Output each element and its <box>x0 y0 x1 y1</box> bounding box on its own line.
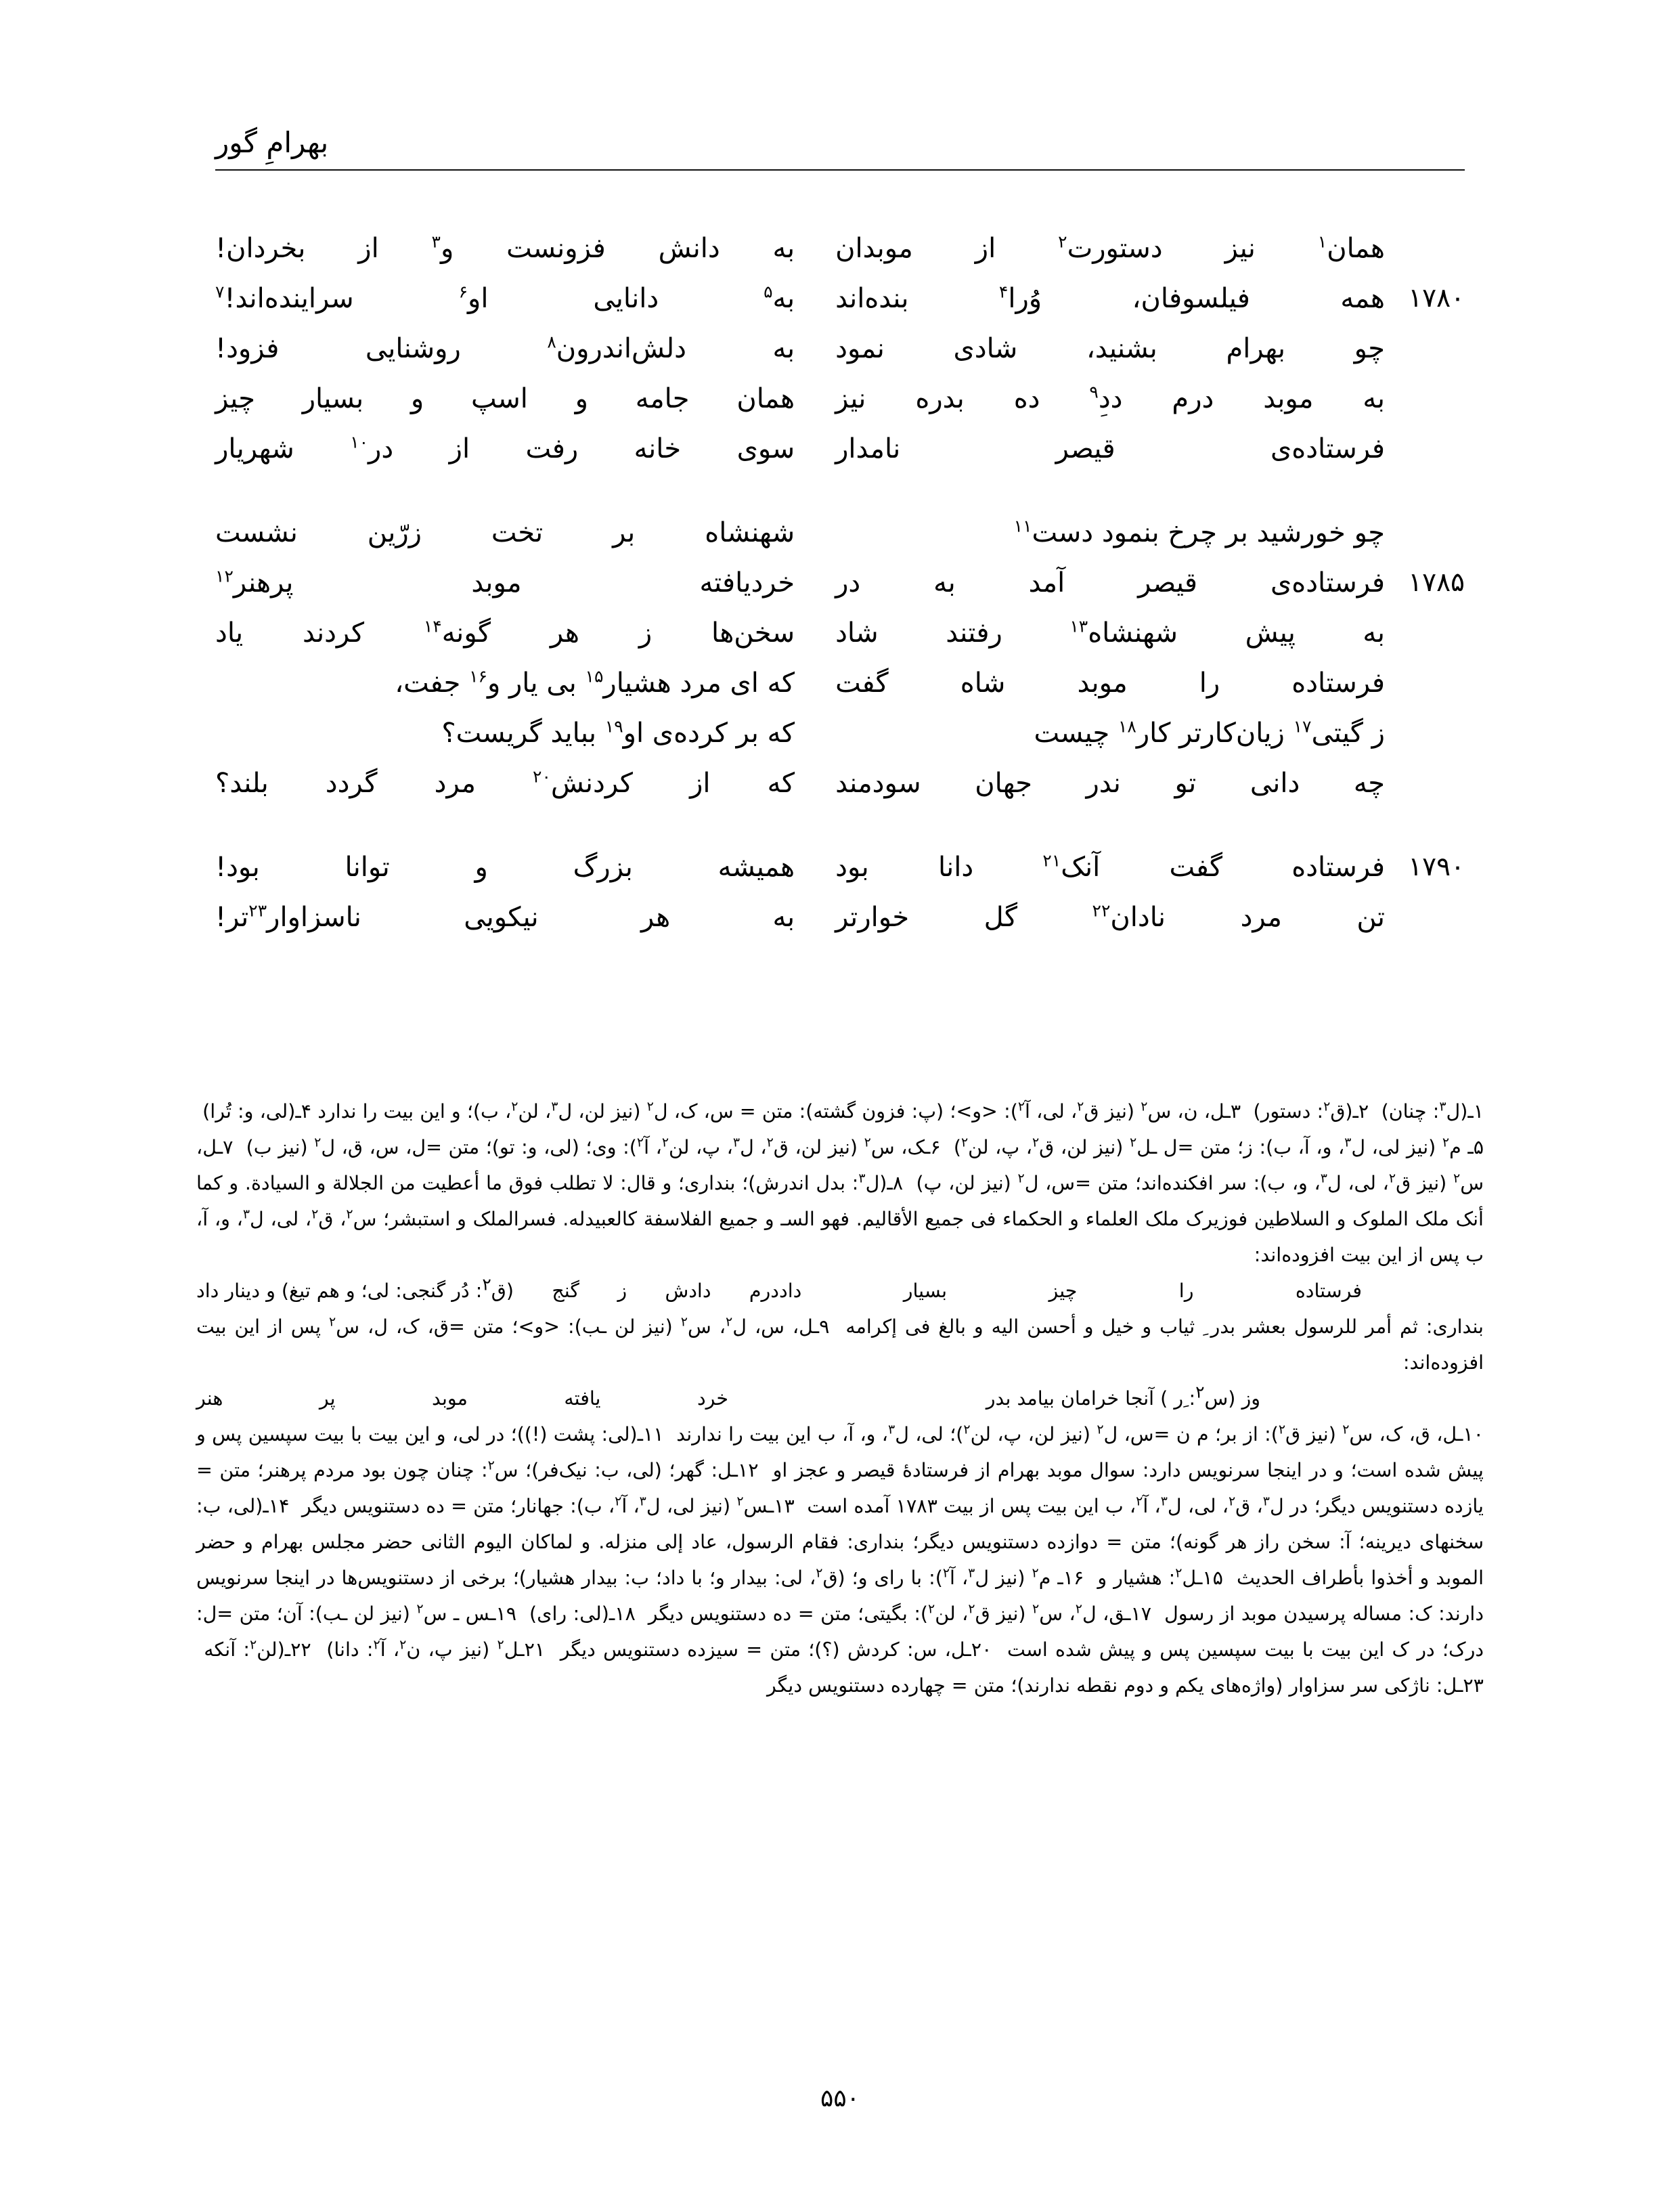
inset-verse-word: ز <box>617 1280 627 1302</box>
hemistich-left <box>215 842 815 892</box>
hemistich-left-text <box>215 223 815 274</box>
verse-word: پیش <box>1245 617 1296 649</box>
hemistich-left <box>215 508 815 558</box>
verse-word: دستورت$^۲$ <box>1058 232 1163 264</box>
hemistich-left-text <box>215 842 815 892</box>
verse-word: مرد <box>434 768 476 799</box>
verse-word: ناسزاوار$^{۲۳}$تر! <box>215 900 361 933</box>
inset-verse-word: درم <box>749 1280 779 1302</box>
verse-word: از <box>690 768 711 799</box>
hemistich-right <box>815 658 1465 708</box>
verse-word: گفت <box>1169 852 1223 883</box>
verse-word: نیکویی <box>464 902 539 933</box>
verse-number: ۱۷۸۰ <box>1408 283 1465 313</box>
verse-word: ندر <box>1086 768 1121 799</box>
verse-word: اسپ <box>470 383 528 414</box>
hemistich-left <box>215 274 815 324</box>
verse-number <box>1385 708 1465 758</box>
verse-word: روشنایی <box>365 333 461 364</box>
verse-word: نادان$^{۲۲}$ <box>1092 900 1166 933</box>
verse-word: نشست <box>215 517 298 548</box>
hemistich-right <box>815 424 1465 474</box>
verse-word: موبد <box>1263 383 1314 414</box>
verse-word: بدره <box>915 383 965 414</box>
verse-word: موبد <box>471 567 522 598</box>
inset-hemistich-left <box>196 1273 779 1309</box>
verse-word: شاد <box>835 617 879 649</box>
verse-word: خانه <box>634 433 682 464</box>
hemistich-left-text <box>215 608 815 658</box>
inset-hemistich-right <box>728 1380 1260 1416</box>
verse-line <box>215 324 1465 374</box>
verse-word: توانا <box>345 852 390 883</box>
hemistich-right-text <box>815 508 1385 558</box>
verse-word: چو خورشید بر چرخ بنمود دست$^{۱۱}$ <box>1013 516 1385 548</box>
verse-block <box>215 223 1465 942</box>
verse-word: که بر کرده‌ی او$^{۱۹}$ بباید گریست؟ <box>441 716 795 749</box>
hemistich-left <box>215 758 815 808</box>
verse-word: بر <box>613 517 636 548</box>
verse-word: بخردان! <box>215 233 306 264</box>
verse-word: شهنشاه <box>705 517 795 548</box>
hemistich-right <box>815 608 1465 658</box>
verse-word: یاد <box>215 617 244 649</box>
apparatus-paragraph: ۱۰ـل، ق، ک، س$^۲$ (نیز ق$^۲$): از بر؛ م ن =س، ل$^۲$ (نیز لن، پ، لن$^۲$)؛ لی، ل$^۳$، و، آ، ب این بیت را ندارند ۱۱ـ(لی: پشت (!))؛ در لی، و این بیت با بیت سپسین پس و پیش شده است؛ و در اینجا سرنویس دارد: سوال موبد بهرام از فرستادهٔ قیصر و عجز او ۱۲ـل: گهر؛ (لی، ب: نیک‌فر)؛ س$^۲$: چنان چون بود مردم پرهنر؛ متن = یازده دستنویس دیگر؛ در ل$^۳$، ق$^۲$، لی، ل$^۳$، آ$^۲$، ب این بیت پس از بیت ۱۷۸۳ آمده است ۱۳ـس$^۲$ (نیز لی، ل$^۳$، آ$^۲$، ب): جهانار؛ متن = ده دستنویس دیگر ۱۴ـ(لی، ب: سخنهای دیرینه؛ آ: سخن راز هر گونه)؛ متن = دوازده دستنویس دیگر؛ بنداری: فقام الرسول، عاد إلی منزله. و لماکان الیوم الثانی حضر مجلس بهرام و حضر الموبد و أخذوا بأطراف الحدیث ۱۵ـل$^۲$: هشیار و ۱۶ـ م$^۲$ (نیز ل$^۳$، آ$^۲$): با رای و؛ (ق$^۲$، لی: بیدار و؛ با داد؛ ب: بیدار هشیار)؛ برخی از دستنویس‌ها در اینجا سرنویس دارند: ک: مساله پرسیدن موبد از رسول ۱۷ـق، ل$^۲$، س$^۲$ (نیز ق$^۲$، لن$^۲$): بگیتی؛ متن = ده دستنویس دیگر ۱۸ـ(لی: رای) ۱۹ـس ـ س$^۲$ (نیز لن ـب): آن؛ متن =ل: درک؛ در ک این بیت با بیت سپسین پس و پیش شده است ۲۰ـل، س: کردش (؟)؛ متن = سیزده دستنویس دیگر ۲۱ـل$^۲$ (نیز پ، ن$^۲$، آ$^۲$: دانا) ۲۲ـ(لن$^۲$: آنکه ۲۳ـل: ناژکی سر سزاوار (واژه‌های یکم و دوم نقطه ندارند)؛ متن = چهارده دستنویس دیگر <box>196 1422 1484 1697</box>
hemistich-left-text <box>215 558 815 608</box>
verse-word: دلش‌اندرون$^۸$ <box>547 332 686 364</box>
verse-word: درم <box>1172 383 1214 414</box>
verse-word: در$^{۱۰}$ <box>350 432 394 464</box>
verse-line <box>215 658 1465 708</box>
verse-word: به <box>772 233 795 264</box>
verse-word: سودمند <box>835 768 921 799</box>
verse-word: گل <box>983 902 1018 933</box>
verse-line <box>215 842 1465 892</box>
verse-word: همان <box>736 383 795 414</box>
verse-word: بزرگ <box>573 852 633 883</box>
hemistich-left-text <box>215 758 815 808</box>
inset-verse-word: گنج <box>552 1280 579 1302</box>
hemistich-left <box>215 558 815 608</box>
verse-number <box>1385 658 1465 708</box>
verse-word: موبد <box>1077 668 1128 699</box>
verse-word: جامه <box>635 383 690 414</box>
verse-word: نمود <box>835 333 885 364</box>
hemistich-left <box>215 658 815 708</box>
verse-word: کردنش$^{۲۰}$ <box>533 766 633 799</box>
verse-word: پرهنر$^{۱۲}$ <box>215 566 294 598</box>
verse-word: گونه$^{۱۴}$ <box>423 616 491 649</box>
verse-word: ده <box>1013 383 1040 414</box>
verse-word: زرّین <box>367 517 422 548</box>
hemistich-right <box>815 708 1465 758</box>
folio-number: ۵۵۰ <box>820 2085 860 2112</box>
verse-word: همان$^۱$ <box>1317 232 1385 264</box>
verse-word: دانا <box>937 852 974 883</box>
apparatus-paragraph: بنداری: ثم أمر للرسول بعشر بدر ِ ثیاب و خیل و أحسن الیه و بالغ فی إکرامه ۹ـل، س، ل$^۲$، س$^۲$ (نیز لن ـب): <و>؛ متن =ق، ک، ل، س$^۲$ پس از این بیت افزوده‌اند: <box>196 1314 1484 1374</box>
verse-word: که <box>767 768 795 799</box>
hemistich-right-text <box>815 558 1385 608</box>
inset-verse-word: بسیار <box>903 1280 948 1302</box>
inset-verse-word: یافته <box>564 1387 601 1410</box>
stanza <box>215 223 1465 474</box>
verse-word: رفت <box>525 433 579 464</box>
verse-line <box>215 708 1465 758</box>
verse-word: شهریار <box>215 433 294 464</box>
verse-word: و <box>410 383 424 414</box>
verse-word: تو <box>1174 768 1197 799</box>
verse-word: تخت <box>491 517 544 548</box>
verse-word: بود! <box>215 852 260 883</box>
verse-word: که ای مرد هشیار$^{۱۵}$ بی یار و$^{۱۶}$ جفت، <box>395 666 795 699</box>
hemistich-left-text <box>215 708 815 758</box>
verse-word: بهرام <box>1226 333 1285 364</box>
verse-word: فزونست <box>506 233 606 264</box>
inset-verse-word: دادش <box>665 1280 711 1302</box>
verse-word: همه <box>1340 283 1385 314</box>
verse-line <box>215 758 1465 808</box>
inset-verse-word: هنر <box>196 1387 223 1410</box>
hemistich-right-text <box>815 324 1385 374</box>
apparatus-inset-verse <box>196 1380 1484 1416</box>
verse-word: بشنید، <box>1086 333 1157 364</box>
verse-word: گفت <box>835 668 889 699</box>
hemistich-right <box>815 508 1465 558</box>
verse-word: فرستاده <box>1291 852 1385 883</box>
verse-line <box>215 608 1465 658</box>
verse-line <box>215 374 1465 424</box>
verse-word: قیصر <box>1138 567 1198 598</box>
verse-word: فرستاده‌ی <box>1270 567 1385 598</box>
verse-line <box>215 558 1465 608</box>
hemistich-left-text <box>215 508 815 558</box>
verse-word: سوی <box>736 433 795 464</box>
hemistich-left <box>215 708 815 758</box>
hemistich-right-text <box>815 892 1385 942</box>
verse-word: از <box>449 433 470 464</box>
verse-number <box>1385 324 1465 374</box>
hemistich-right-text <box>815 424 1385 474</box>
inset-verse-word: (ق$^۲$: دُر گنجی: لی؛ و هم تیغ) و دینار داد <box>196 1274 514 1302</box>
verse-word: از <box>358 233 379 264</box>
verse-word: شاه <box>960 668 1006 699</box>
verse-word: به <box>772 902 795 933</box>
hemistich-right <box>815 324 1465 374</box>
verse-word: تن <box>1356 902 1385 933</box>
verse-word: سخن‌ها <box>711 617 795 649</box>
verse-word: نیز <box>1224 233 1256 264</box>
verse-word: دانش <box>658 233 720 264</box>
verse-word: فرستاده <box>1291 668 1385 699</box>
hemistich-right <box>815 223 1465 274</box>
verse-word: به <box>1363 617 1385 649</box>
hemistich-right-text <box>815 842 1385 892</box>
inset-hemistich-left <box>196 1380 728 1416</box>
hemistich-right-text <box>815 758 1385 808</box>
verse-word: از <box>975 233 996 264</box>
inset-verse-word: خرد <box>697 1387 728 1410</box>
verse-number <box>1385 608 1465 658</box>
verse-number <box>1385 223 1465 274</box>
verse-line <box>215 223 1465 274</box>
verse-word: آمد <box>1028 567 1065 598</box>
verse-word: هر <box>550 617 580 649</box>
verse-word: کردند <box>302 617 365 649</box>
verse-line <box>215 508 1465 558</box>
verse-word: هر <box>641 902 671 933</box>
hemistich-right-text <box>815 374 1385 431</box>
hemistich-left <box>215 424 815 474</box>
inset-verse-word: داد <box>779 1280 802 1302</box>
verse-word: خردیافته <box>699 567 795 598</box>
hemistich-left-text <box>215 892 815 942</box>
running-head <box>215 126 1465 171</box>
verse-word: چو <box>1354 333 1385 364</box>
verse-word: چیز <box>215 383 255 414</box>
stanza <box>215 842 1465 942</box>
hemistich-right <box>815 892 1465 942</box>
verse-word: رفتند <box>946 617 1002 649</box>
verse-word: بسیار <box>302 383 364 414</box>
inset-verse-word: پر <box>319 1387 336 1410</box>
verse-word: مرد <box>1240 902 1282 933</box>
verse-word: دد$^۹$ <box>1089 382 1123 414</box>
verse-word: جهان <box>975 768 1032 799</box>
hemistich-right-text <box>815 223 1385 274</box>
running-head-row <box>215 126 1465 161</box>
inset-verse-word: را <box>1178 1280 1194 1302</box>
verse-word: سراینده‌اند!$^۷$ <box>215 282 354 314</box>
verse-word: بنده‌اند <box>835 283 909 314</box>
verse-number <box>1385 424 1465 474</box>
verse-word: ز <box>638 617 653 649</box>
hemistich-right <box>815 758 1465 808</box>
apparatus-inset-verse <box>196 1273 1484 1309</box>
hemistich-left-text <box>215 274 815 324</box>
inset-verse-word: فرستاده <box>1295 1280 1362 1302</box>
verse-word: به <box>1363 383 1385 414</box>
verse-word: و <box>474 852 488 883</box>
verse-word: دانی <box>1250 768 1300 799</box>
hemistich-right-text <box>815 274 1385 324</box>
hemistich-right <box>815 374 1465 431</box>
header-rule <box>215 169 1465 171</box>
verse-word: دانایی <box>593 283 659 314</box>
hemistich-left <box>215 223 815 274</box>
verse-word: شهنشاه$^{۱۳}$ <box>1069 616 1178 649</box>
verse-word: فزود! <box>215 333 280 364</box>
verse-word: چه <box>1353 768 1385 799</box>
verse-word: و <box>575 383 588 414</box>
verse-word: وُرا$^۴$ <box>998 282 1042 314</box>
stanza <box>215 508 1465 808</box>
hemistich-left <box>215 324 815 374</box>
critical-apparatus <box>196 1093 1484 1703</box>
verse-word: گردد <box>325 768 378 799</box>
hemistich-left-text <box>215 374 815 424</box>
verse-word: قیصر <box>1055 433 1115 464</box>
verse-word: نیز <box>835 383 866 414</box>
hemistich-left-text <box>215 658 815 708</box>
hemistich-right <box>815 842 1465 892</box>
verse-word: شادی <box>953 333 1018 364</box>
verse-word: فیلسوفان، <box>1132 283 1250 314</box>
hemistich-left-text <box>215 324 815 374</box>
hemistich-right-text <box>815 658 1385 708</box>
inset-verse-word: چیز <box>1048 1280 1078 1302</box>
verse-word: به <box>772 333 795 364</box>
inset-hemistich-right <box>779 1273 1362 1309</box>
verse-number <box>1385 892 1465 942</box>
verse-word: به$^۵$ <box>764 282 795 314</box>
verse-word: فرستاده‌ی <box>1270 433 1385 464</box>
verse-word: و$^۳$ <box>431 232 454 264</box>
verse-word: خوارتر <box>835 902 910 933</box>
verse-number: ۱۷۸۵ <box>1408 567 1465 598</box>
hemistich-left <box>215 892 815 942</box>
verse-number <box>1385 508 1465 558</box>
verse-word: به <box>933 567 956 598</box>
verse-number <box>1385 758 1465 808</box>
hemistich-left <box>215 608 815 658</box>
inset-verse-word: موبد <box>432 1387 468 1410</box>
hemistich-right-text <box>815 708 1385 758</box>
verse-line <box>215 424 1465 474</box>
verse-word: نامدار <box>835 433 901 464</box>
verse-word: را <box>1199 668 1220 699</box>
verse-line <box>215 274 1465 324</box>
verse-word: آنک$^{۲۱}$ <box>1042 850 1101 883</box>
verse-word: موبدان <box>835 233 913 264</box>
verse-line <box>215 892 1465 942</box>
apparatus-paragraph: ۱ـ(ل$^۳$: چنان) ۲ـ(ق$^۲$: دستور) ۳ـل، ن، س$^۲$ (نیز ق$^۲$، لی، آ$^۲$): <و>؛ (پ: فزون گشته): متن = س، ک، ل$^۲$ (نیز لن، ل$^۳$، لن$^۲$، ب)؛ و این بیت را ندارد ۴ـ(لی، و: تُرا) ۵ـ م$^۲$ (نیز لی، ل$^۳$، و، آ، ب): ز؛ متن =ل ـل$^۲$ (نیز لن، ق$^۲$، پ، لن$^۲$) ۶ـک، س$^۲$ (نیز لن، ق$^۲$، ل$^۳$، پ، لن$^۲$، آ$^۲$): وی؛ (لی، و: تو)؛ متن =ل، س، ق، ل$^۲$ (نیز ب) ۷ـل، س$^۲$ (نیز ق$^۲$، لی، ل$^۳$، و، ب): سر افکنده‌اند؛ متن =س، ل$^۲$ (نیز لن، پ) ۸ـ(ل$^۳$: بدل اندرش)؛ بنداری؛ و قال: لا تطلب فوق ما أعطیت من الجلالة و السیادة. و کما أنک ملک الملوک و السلاطین فوزیرک ملک العلماء و الحکماء فی جمیع الأقالیم. فهو السـ و جمیع الفلاسفة کالعبیدله. فسرالملک و استبشر؛ س$^۲$، ق$^۲$، لی، ل$^۳$، و، آ، ب پس از این بیت افزوده‌اند: <box>196 1099 1484 1266</box>
verse-word: بود <box>835 852 869 883</box>
hemistich-right <box>815 558 1465 608</box>
running-title: بهرامِ گور <box>215 126 329 159</box>
inset-verse-word: وز (س$^۲$: ِر ) آنجا خرامان بیامد بدر <box>986 1382 1260 1410</box>
verse-word: همیشه <box>717 852 795 883</box>
hemistich-left <box>215 374 815 424</box>
verse-word: ز گیتی$^{۱۷}$ زیان‌کارتر کار$^{۱۸}$ چیست <box>1034 716 1385 749</box>
hemistich-left-text <box>215 424 815 474</box>
hemistich-right-text <box>815 608 1385 658</box>
verse-word: او$^۶$ <box>458 282 489 314</box>
hemistich-right <box>815 274 1465 324</box>
verse-number: ۱۷۹۰ <box>1408 852 1465 882</box>
verse-number <box>1385 374 1465 431</box>
verse-word: در <box>835 567 861 598</box>
verse-word: بلند؟ <box>215 768 269 799</box>
